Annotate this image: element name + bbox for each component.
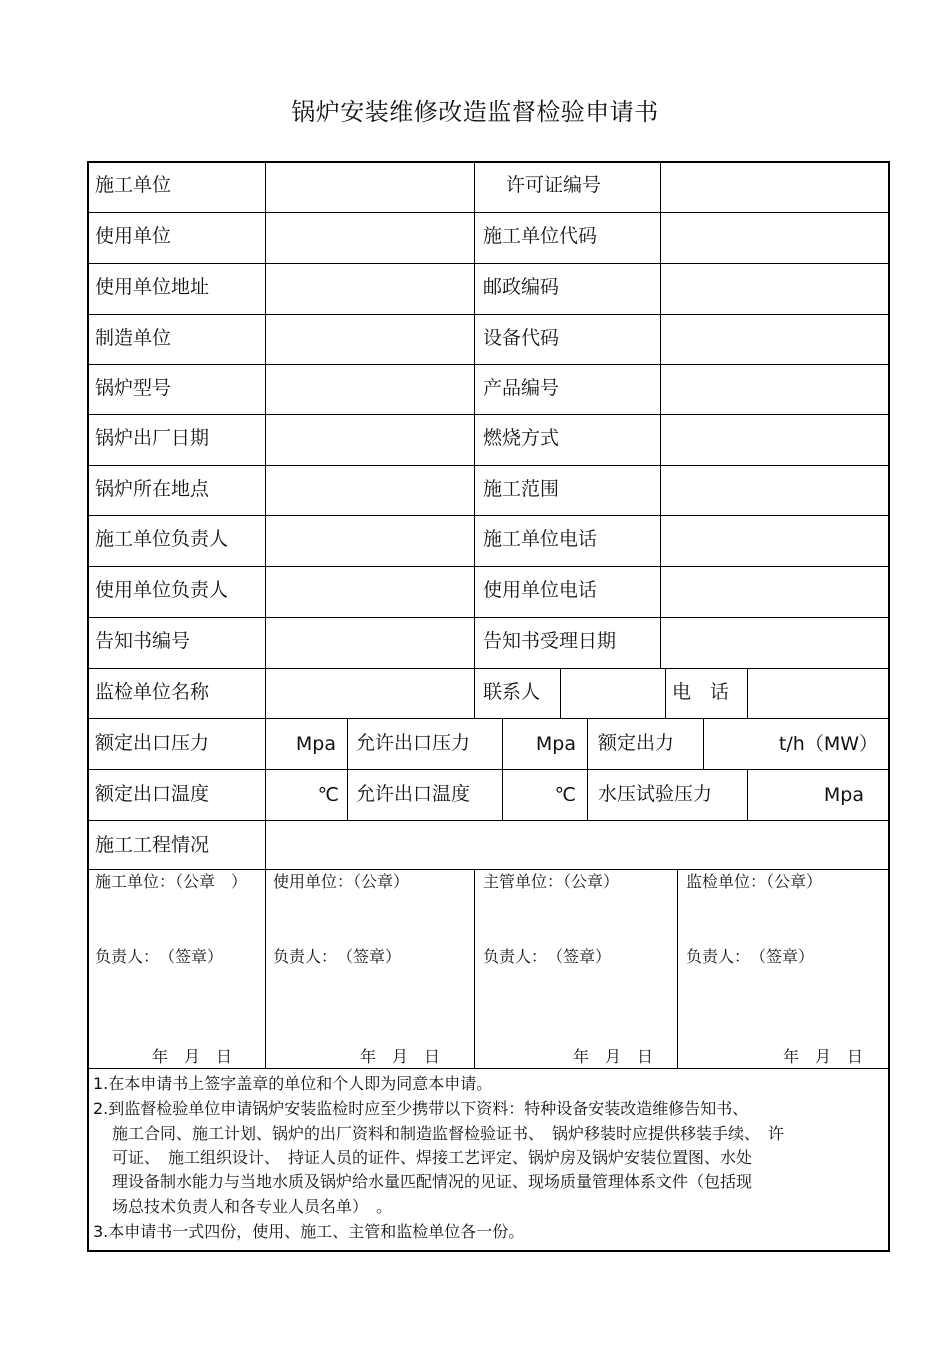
field-label: 使用单位 — [95, 225, 172, 247]
field-input[interactable] — [266, 617, 474, 668]
table-rule — [347, 718, 348, 820]
supervisor-name-label: 监检单位名称 — [95, 681, 210, 703]
allowed-outlet-pressure-label: 允许出口压力 — [356, 732, 471, 754]
signature-person: 负责人： （签章） — [95, 947, 224, 966]
signature-unit: 使用单位：（公章） — [273, 872, 410, 891]
table-rule — [665, 668, 666, 718]
note-line: 施工合同、施工计划、锅炉的出厂资料和制造监督检验证书、 锅炉移装时应提供移装手续、 许 — [112, 1124, 785, 1143]
page-title: 锅炉安装维修改造监督检验申请书 — [291, 98, 659, 126]
signature-person: 负责人： （签章） — [686, 947, 815, 966]
field-input[interactable] — [661, 515, 888, 566]
field-label: 锅炉所在地点 — [95, 478, 210, 500]
table-rule — [587, 718, 588, 820]
field-label: 锅炉出厂日期 — [95, 427, 210, 449]
field-input[interactable] — [266, 212, 474, 263]
signature-unit: 监检单位：（公章） — [686, 872, 823, 891]
field-label: 设备代码 — [483, 327, 560, 349]
table-rule — [474, 869, 475, 1068]
field-input[interactable] — [661, 314, 888, 365]
project-status-label: 施工工程情况 — [95, 834, 210, 856]
field-input[interactable] — [266, 314, 474, 365]
field-label: 锅炉型号 — [95, 377, 172, 399]
signature-date: 年 月 日 — [783, 1047, 864, 1066]
field-input[interactable] — [661, 161, 888, 212]
field-input[interactable] — [661, 414, 888, 465]
signature-person: 负责人： （签章） — [483, 947, 612, 966]
field-input[interactable] — [266, 161, 474, 212]
field-label: 施工单位代码 — [483, 225, 598, 247]
field-input[interactable] — [266, 414, 474, 465]
field-input[interactable] — [266, 465, 474, 516]
field-input[interactable] — [661, 566, 888, 617]
signature-date: 年 月 日 — [152, 1047, 233, 1066]
rated-outlet-temperature-unit: ℃ — [317, 784, 339, 806]
signature-person: 负责人： （签章） — [273, 947, 402, 966]
signature-date: 年 月 日 — [573, 1047, 654, 1066]
rated-outlet-pressure-label: 额定出口压力 — [95, 732, 210, 754]
table-rule — [474, 161, 475, 718]
rated-output-unit: t/h（MW） — [778, 733, 878, 755]
field-label: 燃烧方式 — [483, 427, 560, 449]
field-input[interactable] — [661, 263, 888, 314]
contact-person-field[interactable] — [561, 668, 660, 718]
field-label: 施工范围 — [483, 478, 560, 500]
field-label: 产品编号 — [483, 377, 560, 399]
note-line: 3.本申请书一式四份，使用、施工、主管和监检单位各一份。 — [93, 1222, 525, 1241]
table-rule — [88, 718, 889, 719]
field-label: 告知书编号 — [95, 630, 191, 652]
allowed-outlet-temperature-unit: ℃ — [554, 784, 576, 806]
signature-date: 年 月 日 — [360, 1047, 441, 1066]
field-label: 使用单位电话 — [483, 579, 598, 601]
signature-unit: 施工单位：（公章 ） — [95, 872, 248, 891]
field-label: 告知书受理日期 — [483, 630, 617, 652]
field-input[interactable] — [266, 566, 474, 617]
contact-person-label: 联系人 — [483, 681, 541, 703]
field-input[interactable] — [661, 465, 888, 516]
phone-field[interactable] — [748, 668, 888, 718]
note-line: 理设备制水能力与当地水质及锅炉给水量匹配情况的见证、现场质量管理体系文件（包括现 — [112, 1172, 753, 1191]
signature-unit: 主管单位：（公章） — [483, 872, 620, 891]
field-label: 许可证编号 — [506, 174, 602, 196]
hydro-test-pressure-unit: Mpa — [823, 784, 864, 806]
field-label: 施工单位电话 — [483, 528, 598, 550]
field-input[interactable] — [661, 617, 888, 668]
phone-label: 电 话 — [672, 681, 730, 703]
allowed-outlet-pressure-unit: Mpa — [535, 733, 576, 755]
table-rule — [88, 769, 889, 770]
field-label: 制造单位 — [95, 327, 172, 349]
field-label: 施工单位负责人 — [95, 528, 229, 550]
table-rule — [677, 869, 678, 1068]
note-line: 2.到监督检验单位申请锅炉安装监检时应至少携带以下资料：特种设备安装改造维修告知书、 — [93, 1099, 749, 1118]
field-label: 施工单位 — [95, 174, 172, 196]
field-input[interactable] — [266, 515, 474, 566]
allowed-outlet-temperature-label: 允许出口温度 — [356, 783, 471, 805]
field-label: 使用单位负责人 — [95, 579, 229, 601]
field-input[interactable] — [266, 364, 474, 415]
note-line: 可证、 施工组织设计、 持证人员的证件、焊接工艺评定、锅炉房及锅炉安装位置图、水处 — [112, 1148, 753, 1167]
field-input[interactable] — [661, 212, 888, 263]
field-input[interactable] — [266, 263, 474, 314]
field-label: 使用单位地址 — [95, 276, 210, 298]
rated-outlet-temperature-label: 额定出口温度 — [95, 783, 210, 805]
note-line: 1.在本申请书上签字盖章的单位和个人即为同意本申请。 — [93, 1074, 493, 1093]
note-line: 场总技术负责人和各专业人员名单） 。 — [112, 1197, 393, 1216]
field-input[interactable] — [661, 364, 888, 415]
rated-output-label: 额定出力 — [598, 732, 675, 754]
rated-outlet-pressure-unit: Mpa — [295, 733, 336, 755]
table-rule — [88, 1068, 889, 1069]
supervisor-name-field[interactable] — [266, 668, 474, 718]
project-status-field[interactable] — [266, 820, 888, 870]
hydro-test-pressure-label: 水压试验压力 — [598, 783, 713, 805]
field-label: 邮政编码 — [483, 276, 560, 298]
